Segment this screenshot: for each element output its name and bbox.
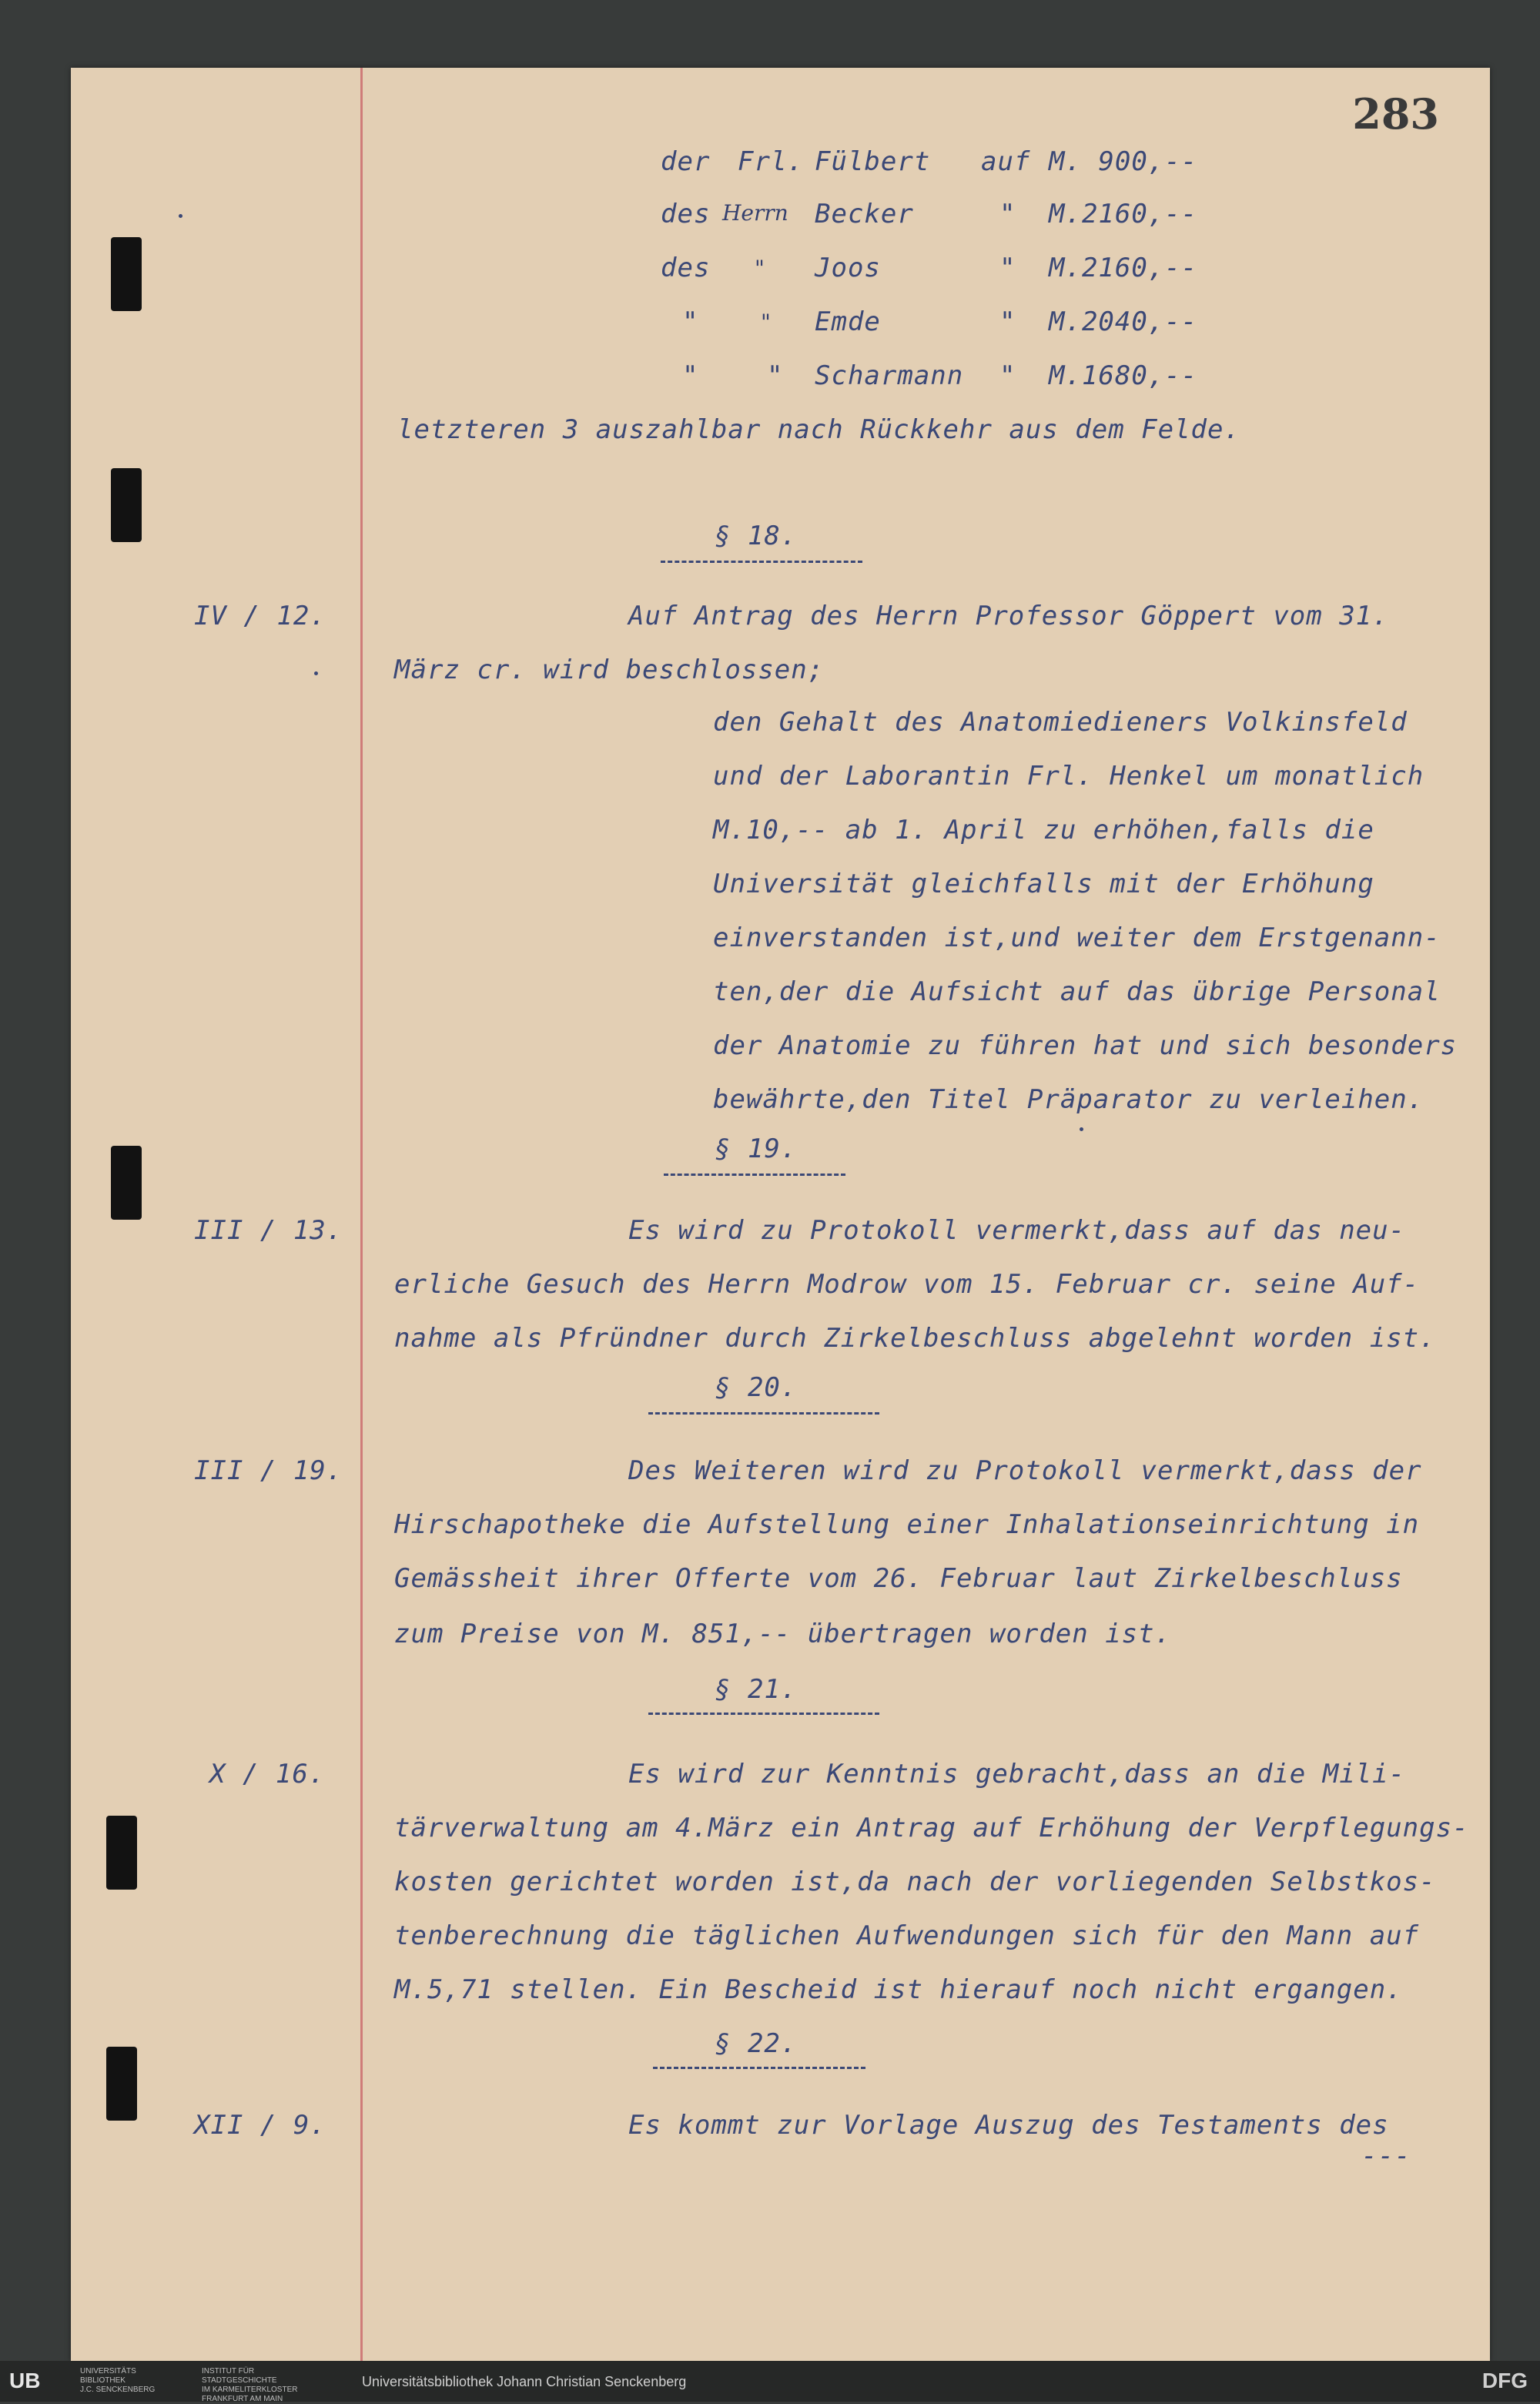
salary-title: " [755,256,765,281]
salary-name: Fülbert [815,146,931,177]
dfg-logo: DFG [1481,2369,1528,2392]
list-note: letzteren 3 auszahlbar nach Rückkehr aus dem Felde. [397,414,1240,445]
section-heading: § 19. [715,1133,798,1164]
text-line: Es kommt zur Vorlage Auszug des Testaments des [628,2110,1389,2141]
section-heading: § 20. [715,1372,798,1403]
institute-text-line: INSTITUT FÜR [202,2367,255,2376]
text-line: erliche Gesuch des Herrn Modrow vom 15. Februar cr. seine Auf- [394,1269,1420,1300]
text-line: der Anatomie zu führen hat und sich besonders [713,1030,1458,1061]
text-line: März cr. wird beschlossen; [394,655,825,685]
salary-prefix: des [661,199,711,229]
text-line: Auf Antrag des Herrn Professor Göppert vom 31. [628,601,1389,631]
salary-title: " [767,360,784,391]
text-line: ten,der die Aufsicht auf das übrige Personal [713,976,1441,1007]
salary-word: auf [981,146,1031,177]
text-line: Es wird zur Kenntnis gebracht,dass an die Mili- [628,1759,1406,1790]
text-line: tenberechnung die täglichen Aufwendungen sich für den Mann auf [394,1920,1420,1951]
document-page [71,68,1490,2361]
viewer-footer [0,2361,1540,2402]
section-heading: § 18. [715,521,798,551]
heading-underline [661,561,862,563]
ub-text-line: J.C. SENCKENBERG [80,2386,156,2394]
institute-text-line: STADTGESCHICHTE [202,2376,277,2385]
salary-amount: M. 900,-- [1049,146,1198,177]
margin-rule [360,68,363,2361]
institute-text-line: IM KARMELITERKLOSTER [202,2386,298,2394]
ub-logo: UB [9,2369,41,2392]
salary-name: Emde [815,306,881,337]
salary-amount: M.2160,-- [1049,199,1198,229]
salary-word: " [999,199,1016,229]
salary-name: Becker [815,199,914,229]
salary-word: " [999,360,1016,391]
text-line: Gemässheit ihrer Offerte vom 26. Februar laut Zirkelbeschluss [394,1563,1403,1594]
text-line: nahme als Pfründner durch Zirkelbeschluss abgelehnt worden ist. [394,1323,1436,1354]
text-line: Es wird zu Protokoll vermerkt,dass auf das neu- [628,1215,1406,1246]
text-line: bewährte,den Titel Präparator zu verleihen. [713,1084,1424,1115]
salary-prefix: der [661,146,711,177]
institute-logo-text [202,2367,297,2404]
page-number: 283 [1352,89,1439,139]
section-ref: IV / 12. [194,601,326,631]
punch-hole [111,1146,142,1220]
library-name: Universitätsbibliothek Johann Christian Senckenberg [362,2374,687,2389]
institute-text-line: FRANKFURT AM MAIN [202,2395,283,2403]
ink-speck [1080,1127,1083,1131]
heading-underline [664,1174,845,1176]
salary-title: " [761,310,771,335]
heading-underline [648,1412,879,1415]
salary-title: Herrn [722,200,788,226]
text-line: einverstanden ist,und weiter dem Erstgenann- [713,922,1441,953]
text-line: Hirschapotheke die Aufstellung einer Inhalationseinrichtung in [394,1509,1420,1540]
ink-speck [179,214,182,218]
salary-amount: M.1680,-- [1049,360,1198,391]
punch-hole [111,468,142,542]
heading-underline [648,1713,879,1715]
salary-amount: M.2160,-- [1049,253,1198,283]
salary-word: " [999,306,1016,337]
ub-text-line: UNIVERSITÄTS [80,2367,136,2376]
punch-hole [106,1816,137,1890]
ink-speck [314,671,318,675]
salary-prefix: des [661,253,711,283]
section-ref: III / 19. [194,1455,343,1486]
salary-prefix: " [682,360,699,391]
text-line: Des Weiteren wird zu Protokoll vermerkt,dass der [628,1455,1422,1486]
section-heading: § 22. [715,2028,798,2059]
section-ref: X / 16. [209,1759,326,1790]
salary-prefix: " [682,306,699,337]
salary-word: " [999,253,1016,283]
salary-name: Scharmann [815,360,964,391]
text-line: M.10,-- ab 1. April zu erhöhen,falls die [713,815,1374,845]
text-line: M.5,71 stellen. Ein Bescheid ist hierauf noch nicht ergangen. [394,1974,1403,2005]
salary-amount: M.2040,-- [1049,306,1198,337]
heading-underline [653,2067,865,2069]
text-line: kosten gerichtet worden ist,da nach der vorliegenden Selbstkos- [394,1867,1436,1897]
punch-hole [111,237,142,311]
text-line: tärverwaltung am 4.März ein Antrag auf Erhöhung der Verpflegungs- [394,1813,1469,1843]
text-line: zum Preise von M. 851,-- übertragen worden ist. [394,1619,1172,1649]
salary-title: Frl. [738,146,804,177]
section-heading: § 21. [715,1674,798,1705]
text-line: den Gehalt des Anatomiedieners Volkinsfeld [713,707,1408,738]
continuation-mark: --- [1361,2141,1411,2171]
section-ref: III / 13. [194,1215,343,1246]
ub-text-line: BIBLIOTHEK [80,2376,126,2385]
punch-hole [106,2047,137,2121]
text-line: und der Laborantin Frl. Henkel um monatlich [713,761,1424,792]
section-ref: XII / 9. [194,2110,326,2141]
ub-logo-text [80,2367,155,2395]
salary-name: Joos [815,253,881,283]
text-line: Universität gleichfalls mit der Erhöhung [713,869,1374,899]
